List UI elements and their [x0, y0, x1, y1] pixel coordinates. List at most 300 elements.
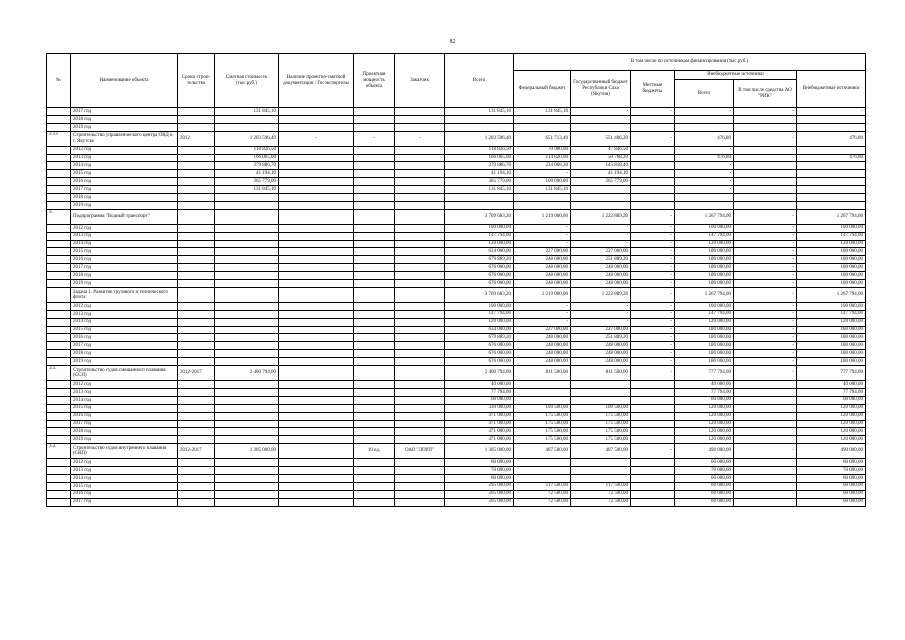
row-object-name: 2016 год — [71, 334, 178, 342]
row-number — [47, 194, 71, 202]
row-number — [47, 162, 71, 170]
row-design-docs — [279, 420, 354, 428]
row-extrabudget-sources: 60 000,00 — [797, 498, 866, 506]
row-state: 248 000,00 — [571, 342, 631, 350]
row-extrabudget-sources: 60 000,00 — [797, 490, 866, 498]
row-extrabudget-rik: - — [734, 287, 797, 302]
row-extrabudget-rik: - — [734, 232, 797, 240]
row-state: - — [571, 318, 631, 326]
row-total: 60 000,00 — [445, 396, 514, 404]
row-extrabudget-rik: - — [734, 272, 797, 280]
row-extrabudget-sources: 77 794,00 — [797, 388, 866, 396]
row-state: 50 768,20 — [571, 154, 631, 162]
row-capacity — [354, 436, 395, 444]
row-local — [631, 146, 675, 154]
row-estimated-cost: 131 845,10 — [215, 108, 279, 116]
row-extrabudget-total: - — [675, 162, 734, 170]
row-design-docs — [279, 334, 354, 342]
row-number — [47, 264, 71, 272]
row-design-docs — [279, 326, 354, 334]
row-total: 166 065,00 — [445, 154, 514, 162]
row-customer — [395, 350, 445, 358]
row-extrabudget-sources: 1 267 794,00 — [797, 287, 866, 302]
row-total: 2 400 794,00 — [445, 366, 514, 381]
table-row — [47, 482, 866, 490]
row-design-docs — [279, 272, 354, 280]
row-local: - — [631, 240, 675, 248]
row-term — [178, 412, 215, 420]
row-local: - — [631, 310, 675, 318]
row-local — [631, 381, 675, 389]
row-state: 248 000,00 — [571, 280, 631, 288]
row-total: 676 000,00 — [445, 358, 514, 366]
row-customer — [395, 115, 445, 123]
row-object-name: 2018 год — [71, 115, 178, 123]
row-total: 676 000,00 — [445, 280, 514, 288]
row-estimated-cost — [215, 334, 279, 342]
row-object-name: 2017 год — [71, 108, 178, 116]
row-capacity — [354, 381, 395, 389]
row-customer — [395, 404, 445, 412]
row-number — [47, 178, 71, 186]
row-extrabudget-sources: 70 000,00 — [797, 467, 866, 475]
row-local — [631, 474, 675, 482]
row-extrabudget-rik: - — [734, 326, 797, 334]
row-estimated-cost: 131 845,10 — [215, 186, 279, 194]
row-design-docs — [279, 342, 354, 350]
row-federal — [514, 467, 571, 475]
row-extrabudget-rik: - — [734, 240, 797, 248]
row-estimated-cost — [215, 404, 279, 412]
row-extrabudget-total: - — [675, 186, 734, 194]
table-row — [47, 108, 866, 116]
row-capacity — [354, 318, 395, 326]
row-extrabudget-sources: 60 000,00 — [797, 459, 866, 467]
row-object-name: 2017 год — [71, 420, 178, 428]
row-extrabudget-rik — [734, 162, 797, 170]
row-object-name: 2012 год — [71, 224, 178, 232]
row-customer — [395, 194, 445, 202]
row-capacity — [354, 490, 395, 498]
row-object-name: 2016 год — [71, 256, 178, 264]
row-federal — [514, 459, 571, 467]
row-local: - — [631, 108, 675, 116]
row-extrabudget-total — [675, 115, 734, 123]
row-number — [47, 326, 71, 334]
row-estimated-cost — [215, 342, 279, 350]
row-customer — [395, 170, 445, 178]
row-term — [178, 482, 215, 490]
row-customer — [395, 318, 445, 326]
row-total: 118 826,50 — [445, 146, 514, 154]
row-estimated-cost: 1 305 000,00 — [215, 444, 279, 459]
row-local — [631, 194, 675, 202]
row-local — [631, 490, 675, 498]
row-federal: 248 000,00 — [514, 334, 571, 342]
row-object-name: 2013 год — [71, 154, 178, 162]
row-federal: - — [514, 224, 571, 232]
row-federal — [514, 381, 571, 389]
row-number — [47, 248, 71, 256]
row-term: 2012-2017 — [178, 444, 215, 459]
row-design-docs — [279, 201, 354, 209]
row-extrabudget-rik: - — [734, 264, 797, 272]
row-number — [47, 467, 71, 475]
row-extrabudget-total: 180 000,00 — [675, 358, 734, 366]
row-number — [47, 318, 71, 326]
row-capacity — [354, 350, 395, 358]
row-federal — [514, 123, 571, 131]
row-object-name: 2017 год — [71, 186, 178, 194]
row-extrabudget-total: - — [675, 170, 734, 178]
row-number — [47, 498, 71, 506]
row-object-name: 2018 год — [71, 272, 178, 280]
row-total: 1 203 596,40 — [445, 131, 514, 146]
row-customer — [395, 459, 445, 467]
table-row — [47, 412, 866, 420]
row-extrabudget-sources: 180 000,00 — [797, 256, 866, 264]
row-number: 3. — [47, 209, 71, 224]
row-object-name: 2014 год — [71, 162, 178, 170]
row-total — [445, 115, 514, 123]
row-term — [178, 358, 215, 366]
row-federal: 72 500,00 — [514, 498, 571, 506]
row-capacity — [354, 146, 395, 154]
row-term — [178, 404, 215, 412]
row-extrabudget-rik — [734, 420, 797, 428]
row-estimated-cost — [215, 388, 279, 396]
row-number — [47, 224, 71, 232]
row-customer — [395, 474, 445, 482]
row-estimated-cost — [215, 459, 279, 467]
row-local — [631, 436, 675, 444]
row-number — [47, 388, 71, 396]
row-total: 77 794,00 — [445, 388, 514, 396]
row-customer — [395, 256, 445, 264]
row-object-name: 2012 год — [71, 146, 178, 154]
table-row — [47, 272, 866, 280]
row-customer — [395, 162, 445, 170]
row-capacity: 10 ед. — [354, 444, 395, 459]
row-total: 40 000,00 — [445, 381, 514, 389]
row-object-name: 2013 год — [71, 467, 178, 475]
row-extrabudget-sources — [797, 146, 866, 154]
row-extrabudget-sources — [797, 115, 866, 123]
row-estimated-cost: 1 203 596,40 — [215, 131, 279, 146]
row-local — [631, 162, 675, 170]
row-federal — [514, 474, 571, 482]
row-estimated-cost — [215, 482, 279, 490]
row-extrabudget-rik — [734, 381, 797, 389]
row-total: 634 000,00 — [445, 248, 514, 256]
row-term — [178, 490, 215, 498]
row-total: 676 000,00 — [445, 272, 514, 280]
row-extrabudget-rik — [734, 428, 797, 436]
row-extrabudget-rik: - — [734, 108, 797, 116]
row-federal: - — [514, 318, 571, 326]
row-extrabudget-sources: 1 267 794,00 — [797, 209, 866, 224]
row-extrabudget-sources — [797, 170, 866, 178]
row-capacity — [354, 232, 395, 240]
row-total — [445, 123, 514, 131]
row-estimated-cost: 379 886,70 — [215, 162, 279, 170]
row-state: - — [571, 310, 631, 318]
row-object-name: 2014 год — [71, 318, 178, 326]
row-customer — [395, 232, 445, 240]
row-object-name: 2016 год — [71, 412, 178, 420]
row-federal: 651 713,40 — [514, 131, 571, 146]
table-row — [47, 201, 866, 209]
row-extrabudget-rik — [734, 115, 797, 123]
table-row — [47, 170, 866, 178]
row-number — [47, 396, 71, 404]
row-design-docs — [279, 358, 354, 366]
row-extrabudget-rik — [734, 396, 797, 404]
row-local — [631, 412, 675, 420]
row-extrabudget-total: 476,80 — [675, 154, 734, 162]
row-term — [178, 436, 215, 444]
row-extrabudget-rik: - — [734, 342, 797, 350]
header-no: № — [47, 54, 71, 108]
row-estimated-cost — [215, 256, 279, 264]
row-extrabudget-sources: 100 000,00 — [797, 302, 866, 310]
table-row — [47, 350, 866, 358]
row-local: - — [631, 287, 675, 302]
row-capacity — [354, 310, 395, 318]
row-customer — [395, 396, 445, 404]
row-design-docs — [279, 388, 354, 396]
row-design-docs — [279, 482, 354, 490]
row-extrabudget-total: 180 000,00 — [675, 342, 734, 350]
row-extrabudget-rik — [734, 146, 797, 154]
row-state: 41 194,10 — [571, 170, 631, 178]
row-state — [571, 459, 631, 467]
row-term — [178, 381, 215, 389]
row-total: 676 000,00 — [445, 342, 514, 350]
row-extrabudget-total: 476,80 — [675, 131, 734, 146]
row-state — [571, 396, 631, 404]
row-number — [47, 201, 71, 209]
row-federal: 175 500,00 — [514, 412, 571, 420]
table-row — [47, 154, 866, 162]
row-state: 175 500,00 — [571, 436, 631, 444]
row-term — [178, 256, 215, 264]
row-extrabudget-sources: 60 000,00 — [797, 396, 866, 404]
row-state: 227 000,00 — [571, 248, 631, 256]
row-local — [631, 467, 675, 475]
row-term — [178, 115, 215, 123]
row-estimated-cost — [215, 326, 279, 334]
table-row — [47, 264, 866, 272]
row-capacity: - — [354, 131, 395, 146]
row-term: 2012 — [178, 131, 215, 146]
row-customer — [395, 326, 445, 334]
row-total: 471 000,00 — [445, 428, 514, 436]
row-design-docs — [279, 256, 354, 264]
row-extrabudget-rik: - — [734, 209, 797, 224]
row-extrabudget-rik — [734, 412, 797, 420]
row-total: 679 889,20 — [445, 256, 514, 264]
row-state: 175 500,00 — [571, 412, 631, 420]
row-term — [178, 287, 215, 302]
row-extrabudget-total: 147 794,00 — [675, 310, 734, 318]
row-local: - — [631, 224, 675, 232]
row-customer — [395, 334, 445, 342]
row-local — [631, 428, 675, 436]
row-total: 100 000,00 — [445, 224, 514, 232]
row-estimated-cost — [215, 396, 279, 404]
table-row — [47, 162, 866, 170]
row-extrabudget-rik — [734, 436, 797, 444]
row-state: 248 000,00 — [571, 350, 631, 358]
row-state: 175 500,00 — [571, 420, 631, 428]
row-estimated-cost — [215, 232, 279, 240]
row-extrabudget-total: 180 000,00 — [675, 272, 734, 280]
row-capacity — [354, 388, 395, 396]
row-state: 811 500,00 — [571, 366, 631, 381]
row-customer — [395, 342, 445, 350]
row-local: - — [631, 272, 675, 280]
row-extrabudget-total: 60 000,00 — [675, 396, 734, 404]
row-federal: 109 500,00 — [514, 404, 571, 412]
row-design-docs — [279, 194, 354, 202]
row-state: 1 222 889,20 — [571, 209, 631, 224]
row-term — [178, 209, 215, 224]
row-capacity — [354, 498, 395, 506]
table-row — [47, 256, 866, 264]
row-estimated-cost — [215, 194, 279, 202]
row-design-docs — [279, 186, 354, 194]
table-row — [47, 396, 866, 404]
row-extrabudget-sources — [797, 123, 866, 131]
row-estimated-cost: 365 779,00 — [215, 178, 279, 186]
row-total: 679 889,20 — [445, 334, 514, 342]
row-customer — [395, 146, 445, 154]
row-design-docs — [279, 154, 354, 162]
row-estimated-cost — [215, 280, 279, 288]
row-estimated-cost — [215, 420, 279, 428]
row-extrabudget-rik: - — [734, 280, 797, 288]
row-extrabudget-rik: - — [734, 256, 797, 264]
row-number — [47, 420, 71, 428]
row-number — [47, 404, 71, 412]
row-local: - — [631, 248, 675, 256]
header-customer: Заказчик — [395, 54, 445, 108]
row-object-name: 2017 год — [71, 342, 178, 350]
row-federal: 811 500,00 — [514, 366, 571, 381]
row-state: 109 500,00 — [571, 404, 631, 412]
row-term — [178, 224, 215, 232]
row-estimated-cost: 41 194,10 — [215, 170, 279, 178]
row-capacity — [354, 186, 395, 194]
row-customer — [395, 272, 445, 280]
row-term — [178, 326, 215, 334]
row-local: - — [631, 350, 675, 358]
row-extrabudget-sources — [797, 186, 866, 194]
row-extrabudget-total: 60 000,00 — [675, 459, 734, 467]
row-object-name: 2019 год — [71, 123, 178, 131]
row-design-docs — [279, 264, 354, 272]
row-extrabudget-sources: 147 794,00 — [797, 310, 866, 318]
row-customer — [395, 412, 445, 420]
row-term — [178, 146, 215, 154]
row-federal: 175 500,00 — [514, 436, 571, 444]
row-local — [631, 420, 675, 428]
row-state: 407 500,00 — [571, 444, 631, 459]
header-total: Всего — [445, 54, 514, 108]
row-customer — [395, 482, 445, 490]
row-design-docs — [279, 146, 354, 154]
row-extrabudget-sources: 180 000,00 — [797, 272, 866, 280]
row-term — [178, 240, 215, 248]
row-total: 147 794,00 — [445, 310, 514, 318]
row-design-docs — [279, 366, 354, 381]
row-design-docs — [279, 115, 354, 123]
row-extrabudget-sources: 180 000,00 — [797, 334, 866, 342]
row-capacity — [354, 412, 395, 420]
row-local — [631, 459, 675, 467]
row-federal: 131 845,10 — [514, 186, 571, 194]
row-capacity — [354, 162, 395, 170]
row-extrabudget-total: 60 000,00 — [675, 482, 734, 490]
row-extrabudget-sources: 100 000,00 — [797, 224, 866, 232]
row-term — [178, 264, 215, 272]
row-total: 147 794,00 — [445, 232, 514, 240]
table-row — [47, 287, 866, 302]
row-state: 248 000,00 — [571, 358, 631, 366]
row-design-docs — [279, 224, 354, 232]
row-total: 379 886,70 — [445, 162, 514, 170]
row-extrabudget-total: 777 794,00 — [675, 366, 734, 381]
table-row — [47, 302, 866, 310]
table-row — [47, 366, 866, 381]
row-extrabudget-sources: 40 000,00 — [797, 381, 866, 389]
row-total: 471 000,00 — [445, 412, 514, 420]
row-design-docs — [279, 490, 354, 498]
row-object-name: 2015 год — [71, 248, 178, 256]
row-design-docs — [279, 178, 354, 186]
row-object-name: 2019 год — [71, 280, 178, 288]
row-capacity — [354, 280, 395, 288]
row-total — [445, 194, 514, 202]
row-state — [571, 474, 631, 482]
table-row — [47, 280, 866, 288]
row-federal: 70 980,00 — [514, 146, 571, 154]
row-design-docs — [279, 444, 354, 459]
row-total: 365 779,00 — [445, 178, 514, 186]
row-term — [178, 186, 215, 194]
row-local: - — [631, 280, 675, 288]
row-design-docs — [279, 302, 354, 310]
row-local — [631, 482, 675, 490]
row-state: - — [571, 240, 631, 248]
row-term — [178, 342, 215, 350]
header-federal-budget: Федеральный бюджет — [514, 71, 571, 108]
row-customer — [395, 381, 445, 389]
row-customer — [395, 498, 445, 506]
row-term — [178, 420, 215, 428]
row-number — [47, 482, 71, 490]
header-estimated-cost: Сметная стоимость (тыс.руб.) — [215, 54, 279, 108]
row-number — [47, 256, 71, 264]
row-extrabudget-rik: - — [734, 318, 797, 326]
row-extrabudget-sources: 120 000,00 — [797, 436, 866, 444]
row-object-name: 2015 год — [71, 170, 178, 178]
row-total: 471 000,00 — [445, 420, 514, 428]
row-federal: 248 000,00 — [514, 272, 571, 280]
row-capacity — [354, 428, 395, 436]
row-number — [47, 240, 71, 248]
